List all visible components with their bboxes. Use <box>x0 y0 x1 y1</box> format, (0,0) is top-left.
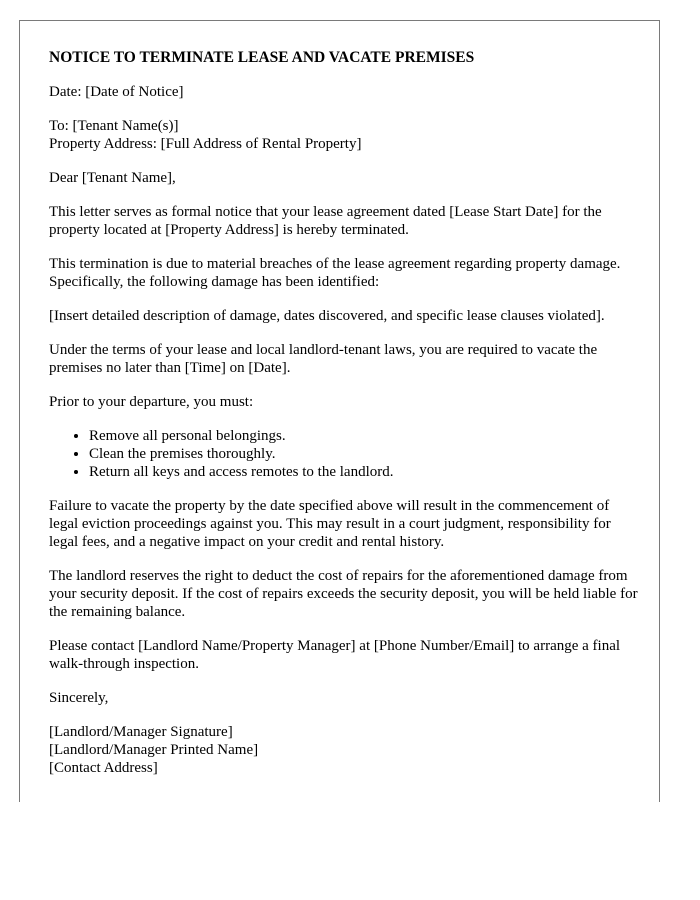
letter-title: NOTICE TO TERMINATE LEASE AND VACATE PREMISES <box>49 49 475 66</box>
property-address-line: Property Address: [Full Address of Rental Property] <box>49 136 362 152</box>
list-item: • Return all keys and access remotes to the landlord. <box>89 463 639 481</box>
signature-block <box>49 723 639 777</box>
salutation: Dear [Tenant Name], <box>49 170 176 186</box>
list-item: • Remove all personal belongings. <box>89 427 639 445</box>
contact-paragraph: Please contact [Landlord Name/Property Manager] at [Phone Number/Email] to arrange a final walk-through inspection. <box>49 638 621 672</box>
recipient-block <box>49 117 639 153</box>
contact-address-line: [Contact Address] <box>49 760 158 776</box>
letter-body <box>49 49 639 777</box>
recipient-line: To: [Tenant Name(s)] <box>49 118 179 134</box>
reason-paragraph: This termination is due to material breaches of the lease agreement regarding property damage. Specifically, the following damage has been identified: <box>49 256 621 290</box>
requirements-list <box>49 427 639 481</box>
date-line: Date: [Date of Notice] <box>49 84 184 100</box>
printed-name-line: [Landlord/Manager Printed Name] <box>49 742 259 758</box>
list-item: • Clean the premises thoroughly. <box>89 445 639 463</box>
notice-paragraph: This letter serves as formal notice that your lease agreement dated [Lease Start Date] for the property located at [Property Address] is hereby terminated. <box>49 204 602 238</box>
requirements-intro: Prior to your departure, you must: <box>49 394 254 410</box>
letter-page <box>19 20 660 802</box>
vacate-deadline-paragraph: Under the terms of your lease and local landlord-tenant laws, you are required to vacate the premises no later than [Time] on [Date]. <box>49 342 598 376</box>
damage-description-paragraph: [Insert detailed description of damage, dates discovered, and specific lease clauses violated]. <box>49 308 605 324</box>
consequences-paragraph: Failure to vacate the property by the date specified above will result in the commencement of legal eviction proceedings against you. This may result in a court judgment, responsibility for legal fees, and a negative impact on your credit and rental history. <box>49 498 611 550</box>
sign-off: Sincerely, <box>49 690 109 706</box>
signature-line: [Landlord/Manager Signature] <box>49 724 233 740</box>
deposit-paragraph: The landlord reserves the right to deduct the cost of repairs for the aforementioned damage from your security deposit. If the cost of repairs exceeds the security deposit, you will be held liable for the remaining balance. <box>49 568 638 620</box>
